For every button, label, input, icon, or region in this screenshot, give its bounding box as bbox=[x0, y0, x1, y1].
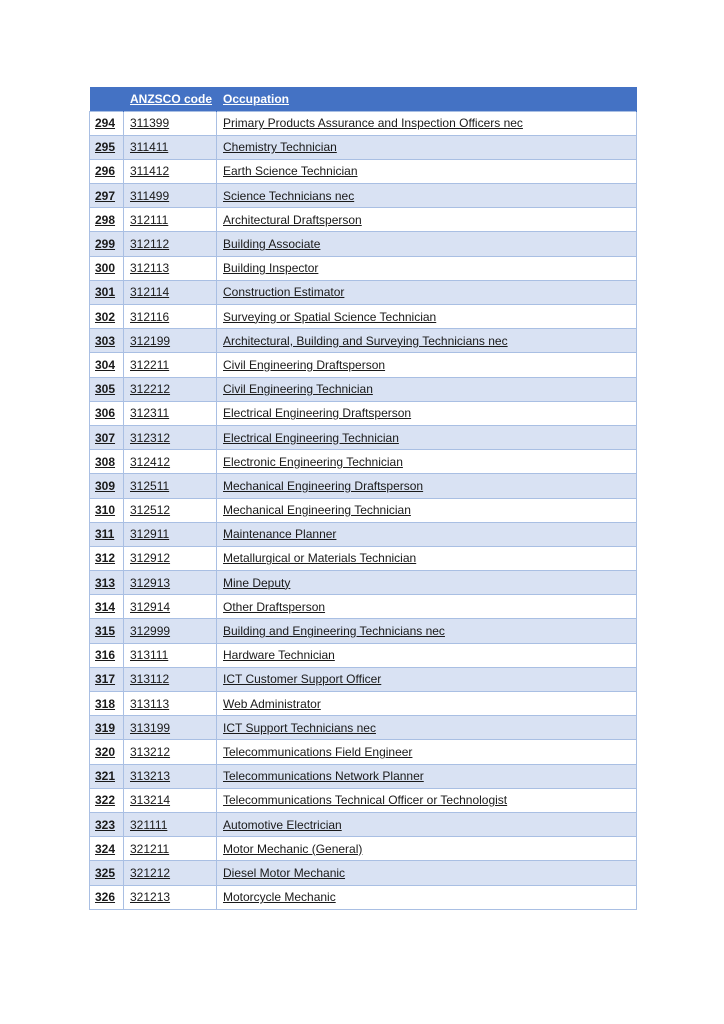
occupation-cell bbox=[217, 256, 637, 280]
row-number-link[interactable]: 311 bbox=[95, 527, 115, 542]
table-row bbox=[90, 353, 637, 377]
header-occupation[interactable]: Occupation bbox=[217, 87, 637, 111]
occupation-cell bbox=[217, 184, 637, 208]
header-anzsco-code[interactable]: ANZSCO code bbox=[124, 87, 217, 111]
table-row bbox=[90, 232, 637, 256]
occupation-link[interactable]: Earth Science Technician bbox=[223, 164, 358, 179]
anzsco-code-link[interactable]: 312114 bbox=[130, 285, 170, 300]
occupation-link[interactable]: Mine Deputy bbox=[223, 575, 291, 590]
table-row bbox=[90, 111, 637, 135]
table-row bbox=[90, 329, 637, 353]
anzsco-code-cell bbox=[124, 377, 217, 401]
anzsco-code-link[interactable]: 312999 bbox=[130, 624, 171, 639]
row-number-link[interactable]: 309 bbox=[95, 478, 116, 493]
row-number-cell bbox=[90, 159, 124, 183]
row-number-cell bbox=[90, 885, 124, 909]
row-number-cell bbox=[90, 692, 124, 716]
row-number-cell bbox=[90, 208, 124, 232]
anzsco-code-link[interactable]: 313212 bbox=[130, 744, 171, 759]
anzsco-code-link[interactable]: 312111 bbox=[130, 212, 169, 227]
anzsco-code-link[interactable]: 312512 bbox=[130, 503, 171, 518]
occupation-link[interactable]: Diesel Motor Mechanic bbox=[223, 865, 346, 880]
row-number-cell bbox=[90, 401, 124, 425]
table-row bbox=[90, 837, 637, 861]
occupation-cell bbox=[217, 546, 637, 570]
occupation-link[interactable]: ICT Customer Support Officer bbox=[223, 672, 382, 687]
row-number-link[interactable]: 304 bbox=[95, 357, 116, 372]
row-number-cell bbox=[90, 498, 124, 522]
row-number-cell bbox=[90, 232, 124, 256]
occupation-cell bbox=[217, 837, 637, 861]
row-number-link[interactable]: 306 bbox=[95, 406, 116, 421]
occupation-link[interactable]: Electrical Engineering Draftsperson bbox=[223, 406, 412, 421]
anzsco-code-cell bbox=[124, 764, 217, 788]
anzsco-code-link[interactable]: 312912 bbox=[130, 551, 171, 566]
occupation-cell bbox=[217, 643, 637, 667]
anzsco-code-cell bbox=[124, 546, 217, 570]
occupation-cell bbox=[217, 305, 637, 329]
anzsco-code-cell bbox=[124, 571, 217, 595]
anzsco-code-link[interactable]: 312199 bbox=[130, 333, 171, 348]
anzsco-code-cell bbox=[124, 425, 217, 449]
anzsco-code-cell bbox=[124, 329, 217, 353]
anzsco-code-cell bbox=[124, 643, 217, 667]
anzsco-code-cell bbox=[124, 305, 217, 329]
row-number-link[interactable]: 294 bbox=[95, 116, 116, 131]
row-number-link[interactable]: 303 bbox=[95, 333, 116, 348]
occupation-link[interactable]: Mechanical Engineering Draftsperson bbox=[223, 478, 424, 493]
occupation-cell bbox=[217, 450, 637, 474]
occupation-cell bbox=[217, 740, 637, 764]
row-number-link[interactable]: 325 bbox=[95, 865, 116, 880]
occupation-link[interactable]: Civil Engineering Draftsperson bbox=[223, 357, 386, 372]
occupation-link[interactable]: Chemistry Technician bbox=[223, 140, 337, 155]
anzsco-code-link[interactable]: 311412 bbox=[130, 164, 170, 179]
anzsco-code-link[interactable]: 312211 bbox=[130, 357, 170, 372]
occupation-link[interactable]: Mechanical Engineering Technician bbox=[223, 503, 411, 518]
row-number-link[interactable]: 298 bbox=[95, 212, 116, 227]
occupation-cell bbox=[217, 595, 637, 619]
row-number-link[interactable]: 320 bbox=[95, 744, 116, 759]
row-number-cell bbox=[90, 764, 124, 788]
anzsco-code-link[interactable]: 321213 bbox=[130, 890, 171, 905]
anzsco-code-link[interactable]: 312311 bbox=[130, 406, 170, 421]
table-row bbox=[90, 474, 637, 498]
anzsco-code-link[interactable]: 313111 bbox=[130, 648, 169, 663]
header-row bbox=[90, 87, 637, 111]
row-number-link[interactable]: 322 bbox=[95, 793, 116, 808]
table-row bbox=[90, 184, 637, 208]
occupation-link[interactable]: Electronic Engineering Technician bbox=[223, 454, 403, 469]
table-row bbox=[90, 377, 637, 401]
row-number-link[interactable]: 313 bbox=[95, 575, 116, 590]
table-row bbox=[90, 256, 637, 280]
table-row bbox=[90, 522, 637, 546]
anzsco-code-cell bbox=[124, 111, 217, 135]
row-number-link[interactable]: 307 bbox=[95, 430, 116, 445]
table-row bbox=[90, 305, 637, 329]
row-number-cell bbox=[90, 280, 124, 304]
occupation-cell bbox=[217, 812, 637, 836]
occupation-cell bbox=[217, 522, 637, 546]
anzsco-code-link[interactable]: 313113 bbox=[130, 696, 170, 711]
occupation-link[interactable]: Science Technicians nec bbox=[223, 188, 355, 203]
anzsco-code-link[interactable]: 312116 bbox=[130, 309, 170, 324]
row-number-link[interactable]: 297 bbox=[95, 188, 116, 203]
anzsco-code-cell bbox=[124, 885, 217, 909]
table-row bbox=[90, 595, 637, 619]
occupation-cell bbox=[217, 667, 637, 691]
table-row bbox=[90, 643, 637, 667]
anzsco-code-link[interactable]: 311399 bbox=[130, 116, 170, 131]
table-row bbox=[90, 619, 637, 643]
row-number-link[interactable]: 310 bbox=[95, 503, 116, 518]
anzsco-code-cell bbox=[124, 280, 217, 304]
anzsco-code-link[interactable]: 312913 bbox=[130, 575, 171, 590]
anzsco-code-cell bbox=[124, 812, 217, 836]
row-number-link[interactable]: 301 bbox=[95, 285, 116, 300]
occupation-link[interactable]: Construction Estimator bbox=[223, 285, 345, 300]
anzsco-code-link[interactable]: 321111 bbox=[130, 817, 168, 832]
row-number-cell bbox=[90, 619, 124, 643]
occupation-link[interactable]: Building Inspector bbox=[223, 261, 319, 276]
table-row bbox=[90, 450, 637, 474]
occupation-cell bbox=[217, 885, 637, 909]
row-number-link[interactable]: 295 bbox=[95, 140, 116, 155]
table-row bbox=[90, 667, 637, 691]
row-number-cell bbox=[90, 329, 124, 353]
table-row bbox=[90, 280, 637, 304]
anzsco-code-cell bbox=[124, 498, 217, 522]
row-number-link[interactable]: 317 bbox=[95, 672, 116, 687]
occupation-link[interactable]: Hardware Technician bbox=[223, 648, 335, 663]
occupation-link[interactable]: Other Draftsperson bbox=[223, 599, 326, 614]
anzsco-code-cell bbox=[124, 788, 217, 812]
row-number-link[interactable]: 302 bbox=[95, 309, 116, 324]
row-number-cell bbox=[90, 450, 124, 474]
row-number-cell bbox=[90, 643, 124, 667]
anzsco-code-cell bbox=[124, 667, 217, 691]
occupation-link[interactable]: Telecommunications Field Engineer bbox=[223, 744, 413, 759]
occupation-cell bbox=[217, 135, 637, 159]
table-row bbox=[90, 716, 637, 740]
anzsco-code-link[interactable]: 313214 bbox=[130, 793, 171, 808]
row-number-link[interactable]: 312 bbox=[95, 551, 116, 566]
occupation-cell bbox=[217, 716, 637, 740]
occupation-link[interactable]: Civil Engineering Technician bbox=[223, 382, 373, 397]
table-row bbox=[90, 401, 637, 425]
row-number-cell bbox=[90, 353, 124, 377]
occupation-link[interactable]: Architectural Draftsperson bbox=[223, 212, 362, 227]
anzsco-code-cell bbox=[124, 401, 217, 425]
row-number-cell bbox=[90, 256, 124, 280]
anzsco-code-link[interactable]: 312312 bbox=[130, 430, 171, 445]
occupation-cell bbox=[217, 401, 637, 425]
occupation-cell bbox=[217, 353, 637, 377]
table-row bbox=[90, 425, 637, 449]
occupation-link[interactable]: Maintenance Planner bbox=[223, 527, 337, 542]
occupation-link[interactable]: Automotive Electrician bbox=[223, 817, 342, 832]
table-row bbox=[90, 692, 637, 716]
row-number-cell bbox=[90, 111, 124, 135]
anzsco-code-link[interactable]: 321212 bbox=[130, 865, 171, 880]
row-number-link[interactable]: 321 bbox=[95, 769, 116, 784]
occupation-cell bbox=[217, 425, 637, 449]
anzsco-code-cell bbox=[124, 692, 217, 716]
table-row bbox=[90, 159, 637, 183]
occupation-cell bbox=[217, 692, 637, 716]
anzsco-code-link[interactable]: 312511 bbox=[130, 478, 170, 493]
anzsco-code-link[interactable]: 312911 bbox=[130, 527, 170, 542]
occupation-link[interactable]: Motor Mechanic (General) bbox=[223, 841, 363, 856]
table-row bbox=[90, 788, 637, 812]
anzsco-code-cell bbox=[124, 232, 217, 256]
row-number-cell bbox=[90, 740, 124, 764]
table-row bbox=[90, 764, 637, 788]
occupation-cell bbox=[217, 280, 637, 304]
anzsco-code-cell bbox=[124, 208, 217, 232]
occupation-cell bbox=[217, 159, 637, 183]
row-number-cell bbox=[90, 305, 124, 329]
occupation-link[interactable]: Metallurgical or Materials Technician bbox=[223, 551, 417, 566]
table-row bbox=[90, 208, 637, 232]
row-number-link[interactable]: 326 bbox=[95, 890, 116, 905]
anzsco-code-cell bbox=[124, 184, 217, 208]
row-number-cell bbox=[90, 425, 124, 449]
anzsco-code-link[interactable]: 312112 bbox=[130, 237, 170, 252]
row-number-cell bbox=[90, 837, 124, 861]
anzsco-code-link[interactable]: 312113 bbox=[130, 261, 170, 276]
table-row bbox=[90, 571, 637, 595]
row-number-cell bbox=[90, 716, 124, 740]
row-number-cell bbox=[90, 667, 124, 691]
row-number-link[interactable]: 316 bbox=[95, 648, 116, 663]
row-number-cell bbox=[90, 812, 124, 836]
row-number-link[interactable]: 296 bbox=[95, 164, 116, 179]
anzsco-code-link[interactable]: 313112 bbox=[130, 672, 170, 687]
occupation-cell bbox=[217, 208, 637, 232]
anzsco-code-cell bbox=[124, 716, 217, 740]
anzsco-code-link[interactable]: 312914 bbox=[130, 599, 171, 614]
table-row bbox=[90, 885, 637, 909]
anzsco-code-link[interactable]: 321211 bbox=[130, 841, 170, 856]
row-number-link[interactable]: 318 bbox=[95, 696, 116, 711]
occupation-cell bbox=[217, 377, 637, 401]
anzsco-code-link[interactable]: 311411 bbox=[130, 140, 169, 155]
row-number-cell bbox=[90, 788, 124, 812]
anzsco-code-cell bbox=[124, 450, 217, 474]
anzsco-code-cell bbox=[124, 837, 217, 861]
row-number-link[interactable]: 300 bbox=[95, 261, 116, 276]
occupation-cell bbox=[217, 232, 637, 256]
anzsco-code-cell bbox=[124, 619, 217, 643]
occupation-cell bbox=[217, 111, 637, 135]
table-row bbox=[90, 546, 637, 570]
occupation-link[interactable]: Building and Engineering Technicians nec bbox=[223, 624, 445, 639]
table-row bbox=[90, 740, 637, 764]
row-number-cell bbox=[90, 377, 124, 401]
occupation-cell bbox=[217, 498, 637, 522]
table-row bbox=[90, 812, 637, 836]
table-row bbox=[90, 861, 637, 885]
anzsco-code-link[interactable]: 312212 bbox=[130, 382, 171, 397]
occupation-cell bbox=[217, 329, 637, 353]
anzsco-code-link[interactable]: 313199 bbox=[130, 720, 171, 735]
occupation-link[interactable]: Electrical Engineering Technician bbox=[223, 430, 399, 445]
row-number-cell bbox=[90, 474, 124, 498]
row-number-link[interactable]: 315 bbox=[95, 624, 116, 639]
row-number-link[interactable]: 308 bbox=[95, 454, 116, 469]
occupation-link[interactable]: Architectural, Building and Surveying Technicians nec bbox=[223, 333, 508, 348]
anzsco-code-cell bbox=[124, 595, 217, 619]
row-number-cell bbox=[90, 861, 124, 885]
row-number-cell bbox=[90, 571, 124, 595]
anzsco-code-cell bbox=[124, 740, 217, 764]
row-number-cell bbox=[90, 522, 124, 546]
row-number-cell bbox=[90, 546, 124, 570]
occupation-link[interactable]: Web Administrator bbox=[223, 696, 321, 711]
anzsco-code-cell bbox=[124, 861, 217, 885]
occupation-link[interactable]: Building Associate bbox=[223, 237, 321, 252]
anzsco-code-cell bbox=[124, 135, 217, 159]
header-number bbox=[90, 87, 124, 111]
occupation-cell bbox=[217, 571, 637, 595]
anzsco-code-cell bbox=[124, 256, 217, 280]
occupation-cell bbox=[217, 474, 637, 498]
occupation-link[interactable]: Primary Products Assurance and Inspection Officers nec bbox=[223, 116, 523, 131]
table-body bbox=[90, 111, 637, 909]
anzsco-code-cell bbox=[124, 474, 217, 498]
occupation-link[interactable]: Telecommunications Technical Officer or Technologist bbox=[223, 793, 508, 808]
occupation-cell bbox=[217, 764, 637, 788]
occupation-link[interactable]: Surveying or Spatial Science Technician bbox=[223, 309, 437, 324]
anzsco-code-link[interactable]: 311499 bbox=[130, 188, 170, 203]
occupation-link[interactable]: Telecommunications Network Planner bbox=[223, 769, 424, 784]
anzsco-code-link[interactable]: 313213 bbox=[130, 769, 171, 784]
row-number-link[interactable]: 305 bbox=[95, 382, 116, 397]
occupation-link[interactable]: Motorcycle Mechanic bbox=[223, 890, 336, 905]
row-number-link[interactable]: 319 bbox=[95, 720, 116, 735]
table-row bbox=[90, 135, 637, 159]
anzsco-code-cell bbox=[124, 159, 217, 183]
row-number-link[interactable]: 299 bbox=[95, 237, 116, 252]
occupation-link[interactable]: ICT Support Technicians nec bbox=[223, 720, 376, 735]
row-number-link[interactable]: 323 bbox=[95, 817, 116, 832]
anzsco-code-cell bbox=[124, 522, 217, 546]
occupation-cell bbox=[217, 619, 637, 643]
occupation-cell bbox=[217, 861, 637, 885]
row-number-link[interactable]: 314 bbox=[95, 599, 116, 614]
anzsco-code-cell bbox=[124, 353, 217, 377]
row-number-link[interactable]: 324 bbox=[95, 841, 116, 856]
row-number-cell bbox=[90, 184, 124, 208]
table-header bbox=[90, 87, 637, 111]
row-number-cell bbox=[90, 135, 124, 159]
table-row bbox=[90, 498, 637, 522]
row-number-cell bbox=[90, 595, 124, 619]
anzsco-code-link[interactable]: 312412 bbox=[130, 454, 171, 469]
occupation-cell bbox=[217, 788, 637, 812]
occupation-table bbox=[89, 87, 637, 910]
